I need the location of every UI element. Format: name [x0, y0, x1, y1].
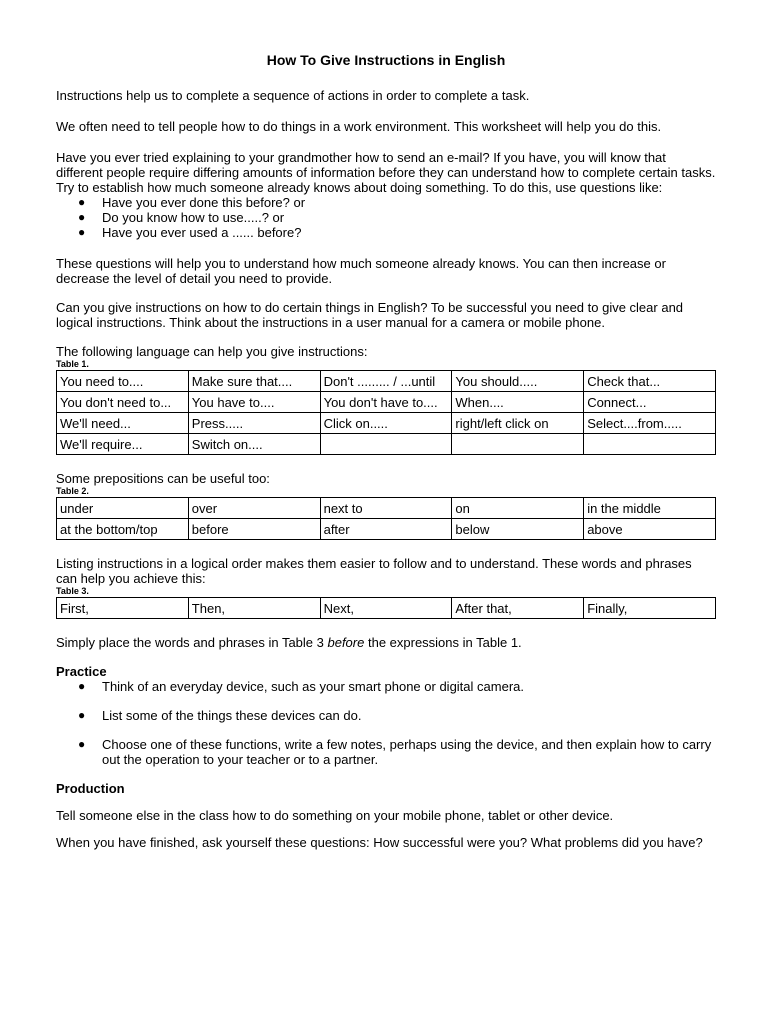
list-item-text: Do you know how to use.....? or [102, 210, 285, 225]
table-cell: Then, [188, 598, 320, 619]
table-cell: First, [57, 598, 189, 619]
bullet-icon: ● [78, 737, 86, 751]
bullet-icon: ● [78, 210, 86, 224]
simply-text-after: the expressions in Table 1. [364, 635, 522, 650]
table-row [57, 498, 716, 519]
table-cell: below [452, 519, 584, 540]
production-paragraph-1: Tell someone else in the class how to do something on your mobile phone, tablet or other device. [56, 808, 614, 823]
table-cell: Click on..... [320, 413, 452, 434]
table-cell: under [57, 498, 189, 519]
table-cell: above [584, 519, 716, 540]
table-cell: Finally, [584, 598, 716, 619]
table-cell: right/left click on [452, 413, 584, 434]
production-heading: Production [56, 781, 125, 796]
following-language-paragraph: The following language can help you give instructions: [56, 344, 368, 359]
table-cell: We'll require... [57, 434, 189, 455]
questions-help-paragraph: These questions will help you to understand how much someone already knows. You can then increase or decrease the level of detail you need to provide. [56, 256, 666, 286]
table-cell: Make sure that.... [188, 371, 320, 392]
list-item-text: Choose one of these functions, write a few notes, perhaps using the device, and then explain how to carry out the operation to your teacher or to a partner. [102, 737, 712, 767]
table-row [57, 413, 716, 434]
intro-paragraph-1: Instructions help us to complete a sequence of actions in order to complete a task. [56, 88, 530, 103]
table-cell: Check that... [584, 371, 716, 392]
list-item-text: Have you ever used a ...... before? [102, 225, 302, 240]
practice-list [56, 679, 716, 767]
table-cell: You don't need to... [57, 392, 189, 413]
table-cell: Connect... [584, 392, 716, 413]
page-title: How To Give Instructions in English [266, 52, 506, 68]
list-item-text: Have you ever done this before? or [102, 195, 306, 210]
list-item [56, 210, 716, 225]
bullet-icon: ● [78, 708, 86, 722]
table-cell: after [320, 519, 452, 540]
table-cell: next to [320, 498, 452, 519]
listing-paragraph: Listing instructions in a logical order makes them easier to follow and to understand. These words and phrases can help you achieve this: [56, 556, 692, 586]
table-cell: in the middle [584, 498, 716, 519]
practice-heading: Practice [56, 664, 107, 679]
list-item [56, 195, 716, 210]
table-cell: You have to.... [188, 392, 320, 413]
intro-paragraph-3: Have you ever tried explaining to your grandmother how to send an e-mail? If you have, you will know that different people require differing amounts of information before they can understand how to complete certain tasks. Try to establish how much someone already knows about doing something. To do this, use questions like: [56, 150, 716, 195]
table-cell: over [188, 498, 320, 519]
bullet-icon: ● [78, 679, 86, 693]
table-cell: You need to.... [57, 371, 189, 392]
bullet-icon: ● [78, 225, 86, 239]
table1-label: Table 1. [56, 359, 89, 369]
table-cell: on [452, 498, 584, 519]
table-1 [56, 370, 716, 455]
table-cell [584, 434, 716, 455]
table-3 [56, 597, 716, 619]
table-row [57, 519, 716, 540]
table-cell: When.... [452, 392, 584, 413]
table-cell: Press..... [188, 413, 320, 434]
table-cell: Next, [320, 598, 452, 619]
table-cell: Don't ......... / ...until [320, 371, 452, 392]
list-item-text: Think of an everyday device, such as your smart phone or digital camera. [102, 679, 524, 694]
table-row [57, 371, 716, 392]
table-cell: You don't have to.... [320, 392, 452, 413]
question-list [56, 195, 716, 240]
table-cell: After that, [452, 598, 584, 619]
table2-label: Table 2. [56, 486, 89, 496]
table-2 [56, 497, 716, 540]
table-cell: Select....from..... [584, 413, 716, 434]
table-cell: at the bottom/top [57, 519, 189, 540]
intro-paragraph-2: We often need to tell people how to do things in a work environment. This worksheet will help you do this. [56, 119, 662, 134]
table-cell [452, 434, 584, 455]
bullet-icon: ● [78, 195, 86, 209]
table-cell [320, 434, 452, 455]
simply-text-emphasis: before [327, 635, 365, 650]
table-cell: before [188, 519, 320, 540]
table-cell: Switch on.... [188, 434, 320, 455]
simply-place-paragraph [56, 635, 716, 650]
table3-label: Table 3. [56, 586, 89, 596]
table-cell: We'll need... [57, 413, 189, 434]
list-item [56, 737, 716, 767]
prepositions-paragraph: Some prepositions can be useful too: [56, 471, 270, 486]
table-row [57, 598, 716, 619]
table-cell: You should..... [452, 371, 584, 392]
production-paragraph-2: When you have finished, ask yourself these questions: How successful were you? What problems did you have? [56, 835, 703, 850]
simply-text-before: Simply place the words and phrases in Table 3 [56, 635, 328, 650]
list-item [56, 225, 716, 240]
list-item [56, 708, 716, 723]
can-you-paragraph: Can you give instructions on how to do certain things in English? To be successful you need to give clear and logical instructions. Think about the instructions in a user manual for a camera or mobile phone. [56, 300, 684, 330]
list-item-text: List some of the things these devices can do. [102, 708, 362, 723]
table-row [57, 392, 716, 413]
list-item [56, 679, 716, 694]
table-row [57, 434, 716, 455]
